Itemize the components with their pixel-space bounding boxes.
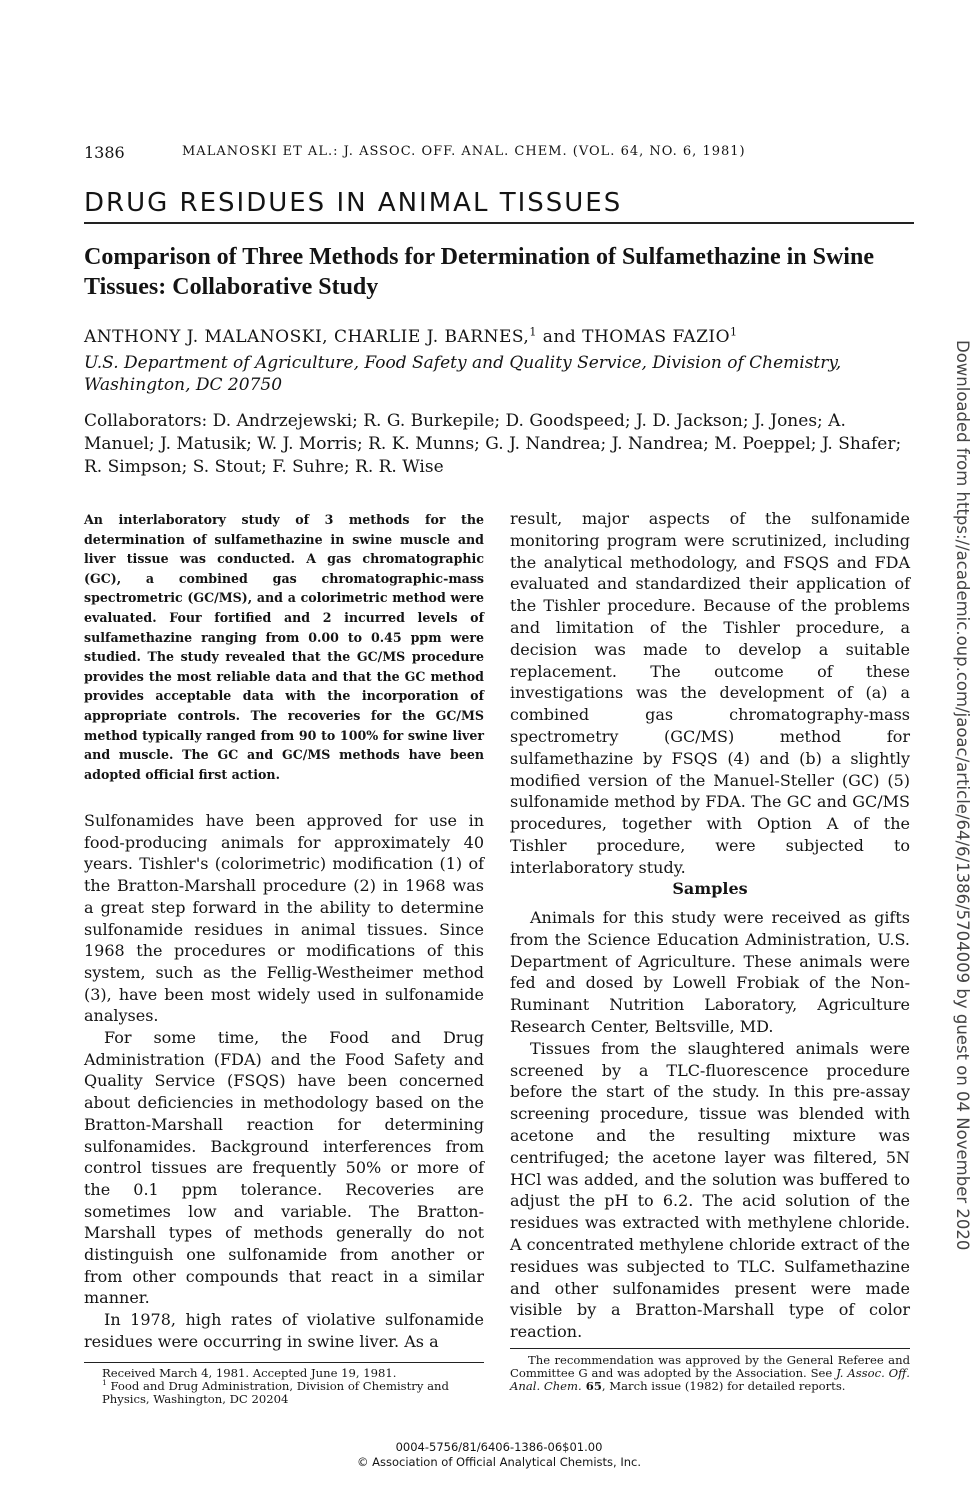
affiliation: U.S. Department of Agriculture, Food Safety and Quality Service, Division of Chemistry, Washington, DC 20750 bbox=[84, 353, 842, 395]
footnote-text-end: , March issue (1982) for detailed reports. bbox=[601, 1379, 846, 1393]
received-dates: Received March 4, 1981. Accepted June 19, 1981. bbox=[102, 1366, 397, 1380]
price-code: 0004-5756/81/6406-1386-06$01.00 bbox=[395, 1440, 603, 1454]
authors bbox=[84, 326, 914, 348]
download-notice bbox=[952, 340, 976, 1251]
copyright: © Association of Official Analytical Chemists, Inc. bbox=[357, 1455, 641, 1469]
samples-heading: Samples bbox=[672, 879, 748, 898]
paragraph: In 1978, high rates of violative sulfonamide residues were occurring in swine liver. As a bbox=[84, 1310, 484, 1351]
paragraph: Tissues from the slaughtered animals were screened by a TLC-fluorescence procedure before the start of the study. In this pre-assay screening procedure, tissue was blended with acetone and the resulting mixture was centrifuged; the acetone layer was filtered, 5N HCl was added, and the solution was buffered to adjust the pH to 6.2. The acid solution of the residues was extracted with methylene chloride. A concentrated methylene chloride extract of the residues was subjected to TLC. Sulfamethazine and other sulfonamides present were made visible by a Bratton-Marshall type of color reaction. bbox=[510, 1038, 910, 1342]
footnote-rule bbox=[510, 1348, 910, 1349]
body-column-right bbox=[510, 508, 910, 879]
article-title: Comparison of Three Methods for Determination of Sulfamethazine in Swine Tissues: Collaborative Study bbox=[84, 244, 874, 300]
footnote-1-text: Food and Drug Administration, Division of Chemistry and Physics, Washington, DC 20204 bbox=[102, 1379, 449, 1406]
footnote-mark: 1 bbox=[730, 325, 738, 339]
authors-part-1: ANTHONY J. MALANOSKI, CHARLIE J. BARNES, bbox=[84, 327, 530, 347]
paragraph: For some time, the Food and Drug Administration (FDA) and the Food Safety and Quality Service (FSQS) have been concerned about deficiencies in methodology based on the Bratton-Marshall reaction for determining sulfonamides. Background interferences from control tissues are frequently 50% or more of the 0.1 ppm tolerance. Recoveries are sometimes low and variable. The Bratton-Marshall types of methods generally do not distinguish one sulfonamide from another or from other compounds that react in a similar manner. bbox=[84, 1028, 484, 1308]
footnote-1 bbox=[84, 1380, 484, 1406]
section-heading: DRUG RESIDUES IN ANIMAL TISSUES bbox=[84, 188, 914, 224]
footnote-mark: 1 bbox=[529, 325, 537, 339]
footnote-rule bbox=[84, 1362, 484, 1363]
collaborators: Collaborators: D. Andrzejewski; R. G. Burkepile; D. Goodspeed; J. D. Jackson; J. Jones; A. Manuel; J. Matusik; W. J. Morris; R. K. Munns; G. J. Nandrea; J. Nandrea; M. Poeppel; J. Shafer; R. Simpson; S. Stout; F. Suhre; R. R. Wise bbox=[84, 411, 902, 477]
footnote-text: The recommendation was approved by the General Referee and Committee G and was adopted by the Association. See bbox=[510, 1353, 910, 1380]
reference-volume: 65 bbox=[581, 1379, 602, 1393]
paragraph: result, major aspects of the sulfonamide monitoring program were scrutinized, including the analytical methodology, and FSQS and FDA evaluated and standardized their application of the Tishler procedure. Because of the problems and limitation of the Tishler procedure, a decision was made to develop a suitable replacement. The outcome of these investigations was the development of (a) a combined gas chromatography-mass spectrometry (GC/MS) method for sulfamethazine by FSQS (4) and (b) a slightly modified version of the Manuel-Steller (GC) (5) sulfonamide method by FDA. The GC and GC/MS procedures, together with Option A of the Tishler procedure, were subjected to interlaboratory study. bbox=[510, 509, 910, 877]
paragraph: Animals for this study were received as gifts from the Science Education Administration, U.S. Department of Agriculture. These animals were fed and dosed by Lowell Frobiak of the Non-Ruminant Nutrition Laboratory, Agriculture Research Center, Beltsville, MD. bbox=[510, 908, 910, 1036]
publication-code bbox=[84, 1440, 914, 1470]
reference-journal: J. Assoc. Off. Anal. Chem. bbox=[510, 1366, 910, 1393]
journal-citation: MALANOSKI ET AL.: J. ASSOC. OFF. ANAL. CHEM. (VOL. 64, NO. 6, 1981) bbox=[182, 144, 746, 159]
footnote-right bbox=[510, 1354, 910, 1393]
abstract: An interlaboratory study of 3 methods for the determination of sulfamethazine in swine muscle and liver tissue was conducted. A gas chromatographic (GC), a combined gas chromatographic-mass spectrometric (GC/MS), and a colorimetric method were evaluated. Four fortified and 2 incurred levels of sulfamethazine ranging from 0.00 to 0.45 ppm were studied. The study revealed that the GC/MS procedure provides the most reliable data and that the GC method provides acceptable data with the incorporation of appropriate controls. The recoveries for the GC/MS method typically ranged from 90 to 100% for swine liver and muscle. The GC and GC/MS methods have been adopted official first action. bbox=[84, 512, 484, 782]
footnotes-left bbox=[84, 1367, 484, 1406]
download-notice-text: Downloaded from https://academic.oup.com/jaoac/article/64/6/1386/5704009 by guest on 04 November 2020 bbox=[953, 340, 972, 1251]
body-column-left bbox=[84, 810, 484, 1353]
paragraph: Sulfonamides have been approved for use in food-producing animals for approximately 40 years. Tishler's (colorimetric) modification (1) of the Bratton-Marshall procedure (2) in 1968 was a great step forward in the ability to determine sulfonamide residues in animal tissues. Since 1968 the procedures or modifications of this system, such as the Fellig-Westheimer method (3), have been most widely used in sulfonamide analyses. bbox=[84, 811, 484, 1026]
authors-part-2: and THOMAS FAZIO bbox=[536, 327, 731, 347]
page-number: 1386 bbox=[84, 143, 125, 162]
body-column-right-samples bbox=[510, 907, 910, 1343]
footnote-mark: 1 bbox=[102, 1378, 107, 1388]
